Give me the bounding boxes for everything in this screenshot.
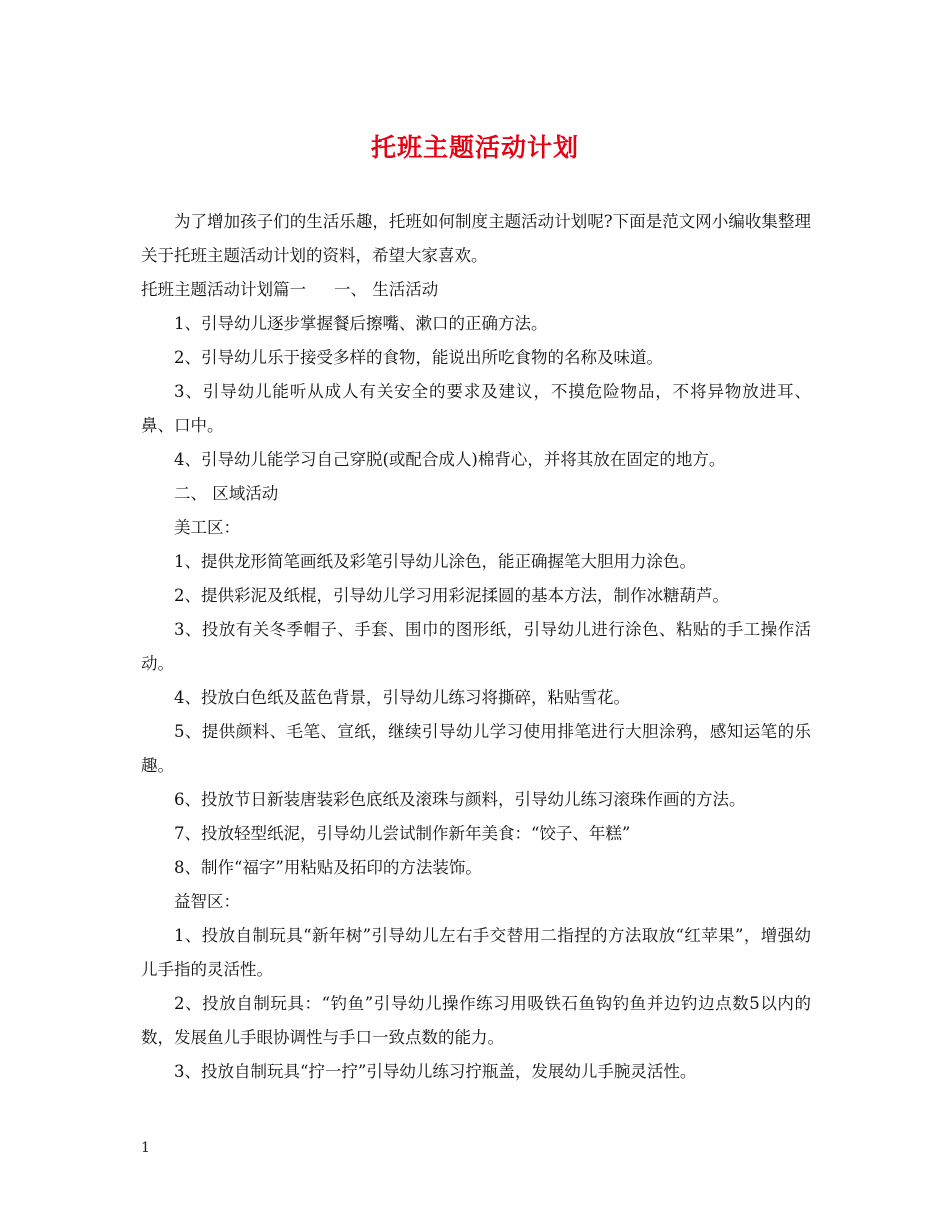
puzzle-item: 1、投放自制玩具“新年树”引导幼儿左右手交替用二指捏的方法取放“红苹果”，增强幼儿手指的灵活性。 [141,926,811,979]
art-item: 4、投放白色纸及蓝色背景，引导幼儿练习将撕碎，粘贴雪花。 [174,688,630,707]
puzzle-item: 3、投放自制玩具“拧一拧”引导幼儿练习拧瓶盖，发展幼儿手腕灵活性。 [174,1062,697,1081]
section-heading-b: 一、 生活活动 [334,280,439,299]
page-number: 1 [141,1140,150,1156]
section-heading-line [141,273,811,307]
life-item: 1、引导幼儿逐步掌握餐后擦嘴、漱口的正确方法。 [174,314,548,333]
art-item: 7、投放轻型纸泥，引导幼儿尝试制作新年美食：“饺子、年糕” [174,824,631,843]
art-item: 8、制作“福字”用粘贴及拓印的方法装饰。 [174,858,482,877]
document-title: 托班主题活动计划 [370,133,579,162]
section-heading-a: 托班主题活动计划篇一 [141,280,306,299]
art-heading: 美工区： [174,518,240,537]
intro-paragraph: 为了增加孩子们的生活乐趣，托班如何制度主题活动计划呢?下面是范文网小编收集整理关于托班主题活动计划的资料，希望大家喜欢。 [141,212,811,265]
art-item: 5、提供颜料、毛笔、宣纸，继续引导幼儿学习使用排笔进行大胆涂鸦，感知运笔的乐趣。 [141,722,811,775]
art-item: 6、投放节日新装唐装彩色底纸及滚珠与颜料，引导幼儿练习滚珠作画的方法。 [174,790,746,809]
document-body [141,205,811,1089]
life-item: 2、引导幼儿乐于接受多样的食物，能说出所吃食物的名称及味道。 [174,348,663,367]
puzzle-item: 2、投放自制玩具：“钓鱼”引导幼儿操作练习用吸铁石鱼钩钓鱼并边钓边点数5以内的数，发展鱼儿手眼协调性与手口一致点数的能力。 [141,994,811,1047]
art-item: 2、提供彩泥及纸棍，引导幼儿学习用彩泥揉圆的基本方法，制作冰糖葫芦。 [174,586,729,605]
life-item: 4、引导幼儿能学习自己穿脱(或配合成人)棉背心，并将其放在固定的地方。 [174,450,726,469]
art-item: 1、提供龙形简笔画纸及彩笔引导幼儿涂色，能正确握笔大胆用力涂色。 [174,552,696,571]
life-item: 3、引导幼儿能听从成人有关安全的要求及建议，不摸危险物品，不将异物放进耳、鼻、口中。 [141,382,811,435]
art-item: 3、投放有关冬季帽子、手套、围巾的图形纸，引导幼儿进行涂色、粘贴的手工操作活动。 [141,620,811,673]
puzzle-heading: 益智区： [174,892,240,911]
area-heading: 二、 区域活动 [174,484,279,503]
